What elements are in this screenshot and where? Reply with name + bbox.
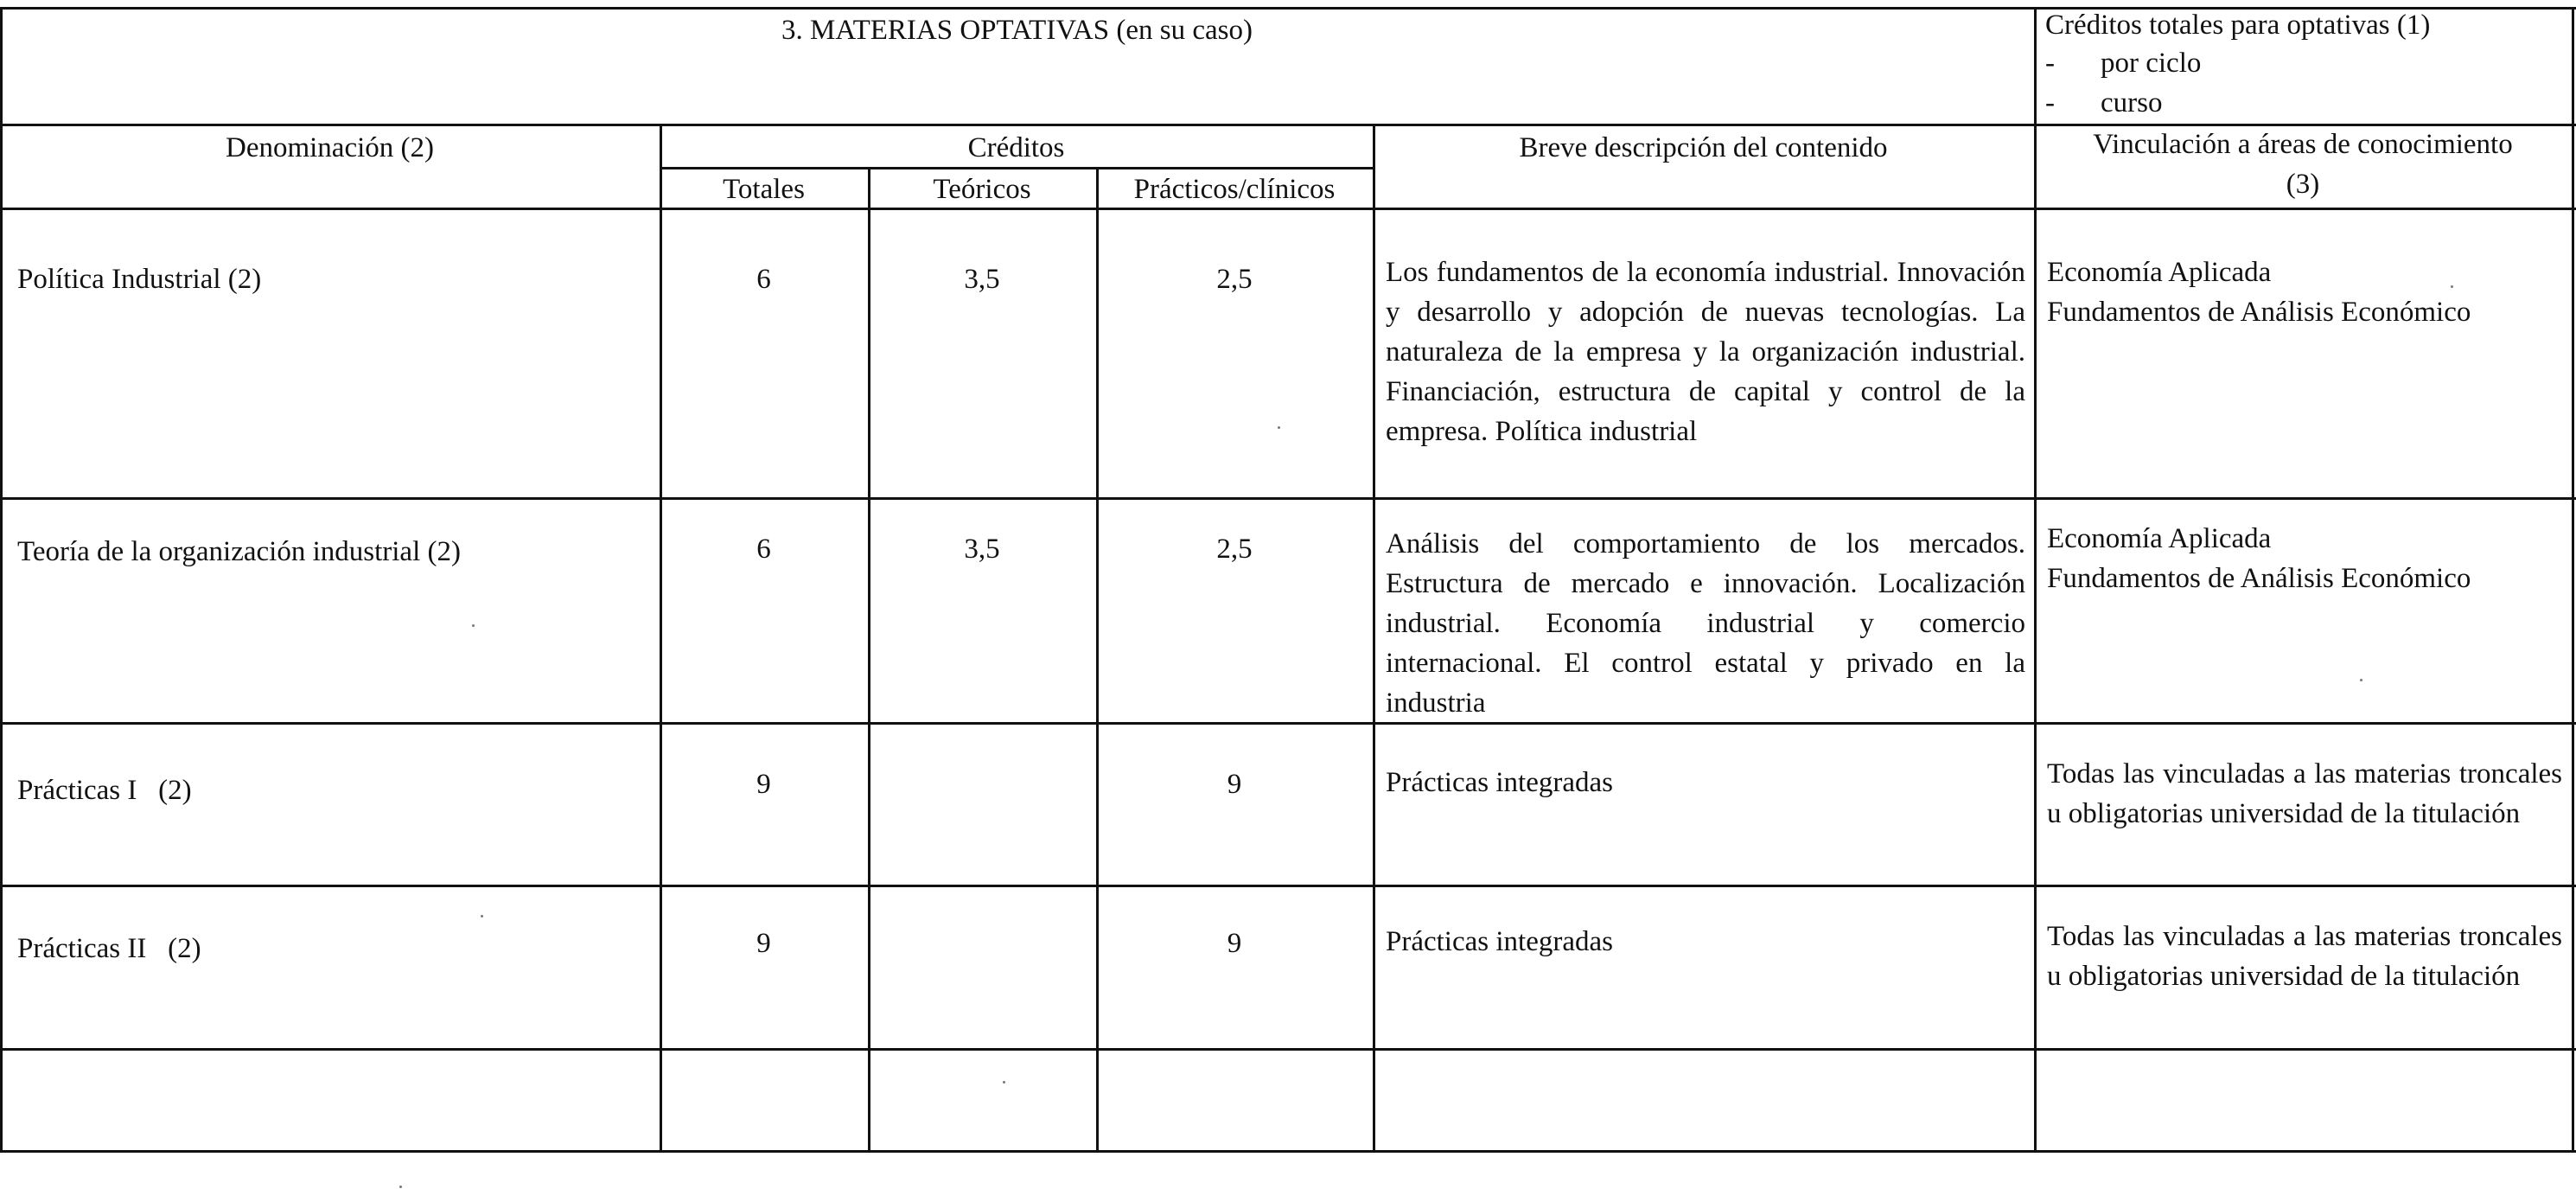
row-descripcion: Análisis del comportamiento de los mercados. Estructura de mercado e innovación. Localización industrial. Economía industrial y comercio internacional. El control estatal y privado en la industria bbox=[1386, 528, 2025, 719]
column-header-creditos: Créditos bbox=[967, 132, 1065, 163]
row-vinculacion-area: Economía Aplicada bbox=[2047, 257, 2272, 288]
col-divider-totales bbox=[868, 167, 870, 1153]
scan-speck bbox=[2451, 285, 2453, 288]
credits-box-item-label: por ciclo bbox=[2101, 48, 2202, 79]
credits-box-item-label: curso bbox=[2101, 87, 2163, 118]
row-totales: 6 bbox=[756, 534, 771, 565]
bullet-dash: - bbox=[2045, 48, 2055, 79]
column-header-denominacion: Denominación (2) bbox=[225, 132, 434, 163]
row-totales: 6 bbox=[756, 264, 771, 295]
row-practicos: 9 bbox=[1227, 769, 1242, 800]
scan-speck bbox=[481, 915, 483, 917]
row-vinculacion-area: Economía Aplicada bbox=[2047, 523, 2272, 554]
bullet-dash: - bbox=[2045, 87, 2055, 118]
scan-speck bbox=[2360, 679, 2362, 681]
row-denominacion: Política Industrial (2) bbox=[17, 264, 262, 295]
row-practicos: 2,5 bbox=[1216, 264, 1253, 295]
row-divider-2 bbox=[0, 722, 2576, 725]
table-border-right bbox=[2572, 7, 2574, 1153]
scan-speck bbox=[1278, 426, 1280, 429]
credits-box-title: Créditos totales para optativas (1) bbox=[2045, 10, 2431, 41]
row-divider-3 bbox=[0, 885, 2576, 887]
row-teoricos: 3,5 bbox=[964, 264, 1000, 295]
table-border-bottom bbox=[0, 1150, 2576, 1153]
table-border-left bbox=[0, 7, 3, 1153]
row-totales: 9 bbox=[756, 928, 771, 959]
row-denominacion: Prácticas II (2) bbox=[17, 933, 201, 964]
row-vinculacion-area: Fundamentos de Análisis Económico bbox=[2047, 297, 2471, 328]
row-denominacion: Prácticas I (2) bbox=[17, 775, 192, 806]
scan-speck bbox=[1003, 1081, 1005, 1084]
row-practicos: 9 bbox=[1227, 928, 1242, 959]
credits-box-item-curso bbox=[2045, 83, 2162, 123]
col-divider-teoricos bbox=[1096, 167, 1099, 1153]
row-vinculacion-area: Fundamentos de Análisis Económico bbox=[2047, 563, 2471, 594]
column-header-practicos: Prácticos/clínicos bbox=[1133, 174, 1336, 205]
row-totales: 9 bbox=[756, 769, 771, 800]
scan-speck bbox=[472, 624, 475, 627]
row-denominacion: Teoría de la organización industrial (2) bbox=[17, 536, 461, 567]
credits-box-item-por-ciclo bbox=[2045, 43, 2201, 83]
row-divider-4 bbox=[0, 1048, 2576, 1051]
row-descripcion: Prácticas integradas bbox=[1386, 926, 1613, 957]
column-header-totales: Totales bbox=[723, 174, 805, 205]
section-title: 3. MATERIAS OPTATIVAS (en su caso) bbox=[781, 15, 1253, 46]
row-practicos: 2,5 bbox=[1216, 534, 1253, 565]
row-descripcion: Prácticas integradas bbox=[1386, 767, 1613, 798]
row-descripcion: Los fundamentos de la economía industrial. Innovación y desarrollo y adopción de nuevas tecnologías. La naturaleza de la empresa y la organización industrial. Financiación, estructura de capital y control de la empresa. Política industrial bbox=[1386, 257, 2025, 447]
row-teoricos: 3,5 bbox=[964, 534, 1000, 565]
row-divider-1 bbox=[0, 497, 2576, 500]
row-vinculacion-text: Todas las vinculadas a las materias troncales u obligatorias universidad de la titulación bbox=[2047, 758, 2562, 829]
scan-speck bbox=[399, 1186, 402, 1188]
column-header-vinculacion: Vinculación a áreas de conocimiento bbox=[2093, 129, 2513, 160]
column-header-teoricos: Teóricos bbox=[933, 174, 1031, 205]
row-vinculacion-text: Todas las vinculadas a las materias troncales u obligatorias universidad de la titulación bbox=[2047, 921, 2562, 992]
col-divider-practicos bbox=[1373, 124, 1375, 1153]
column-header-descripcion: Breve descripción del contenido bbox=[1519, 132, 1888, 163]
column-header-vinculacion-note: (3) bbox=[2286, 169, 2320, 200]
